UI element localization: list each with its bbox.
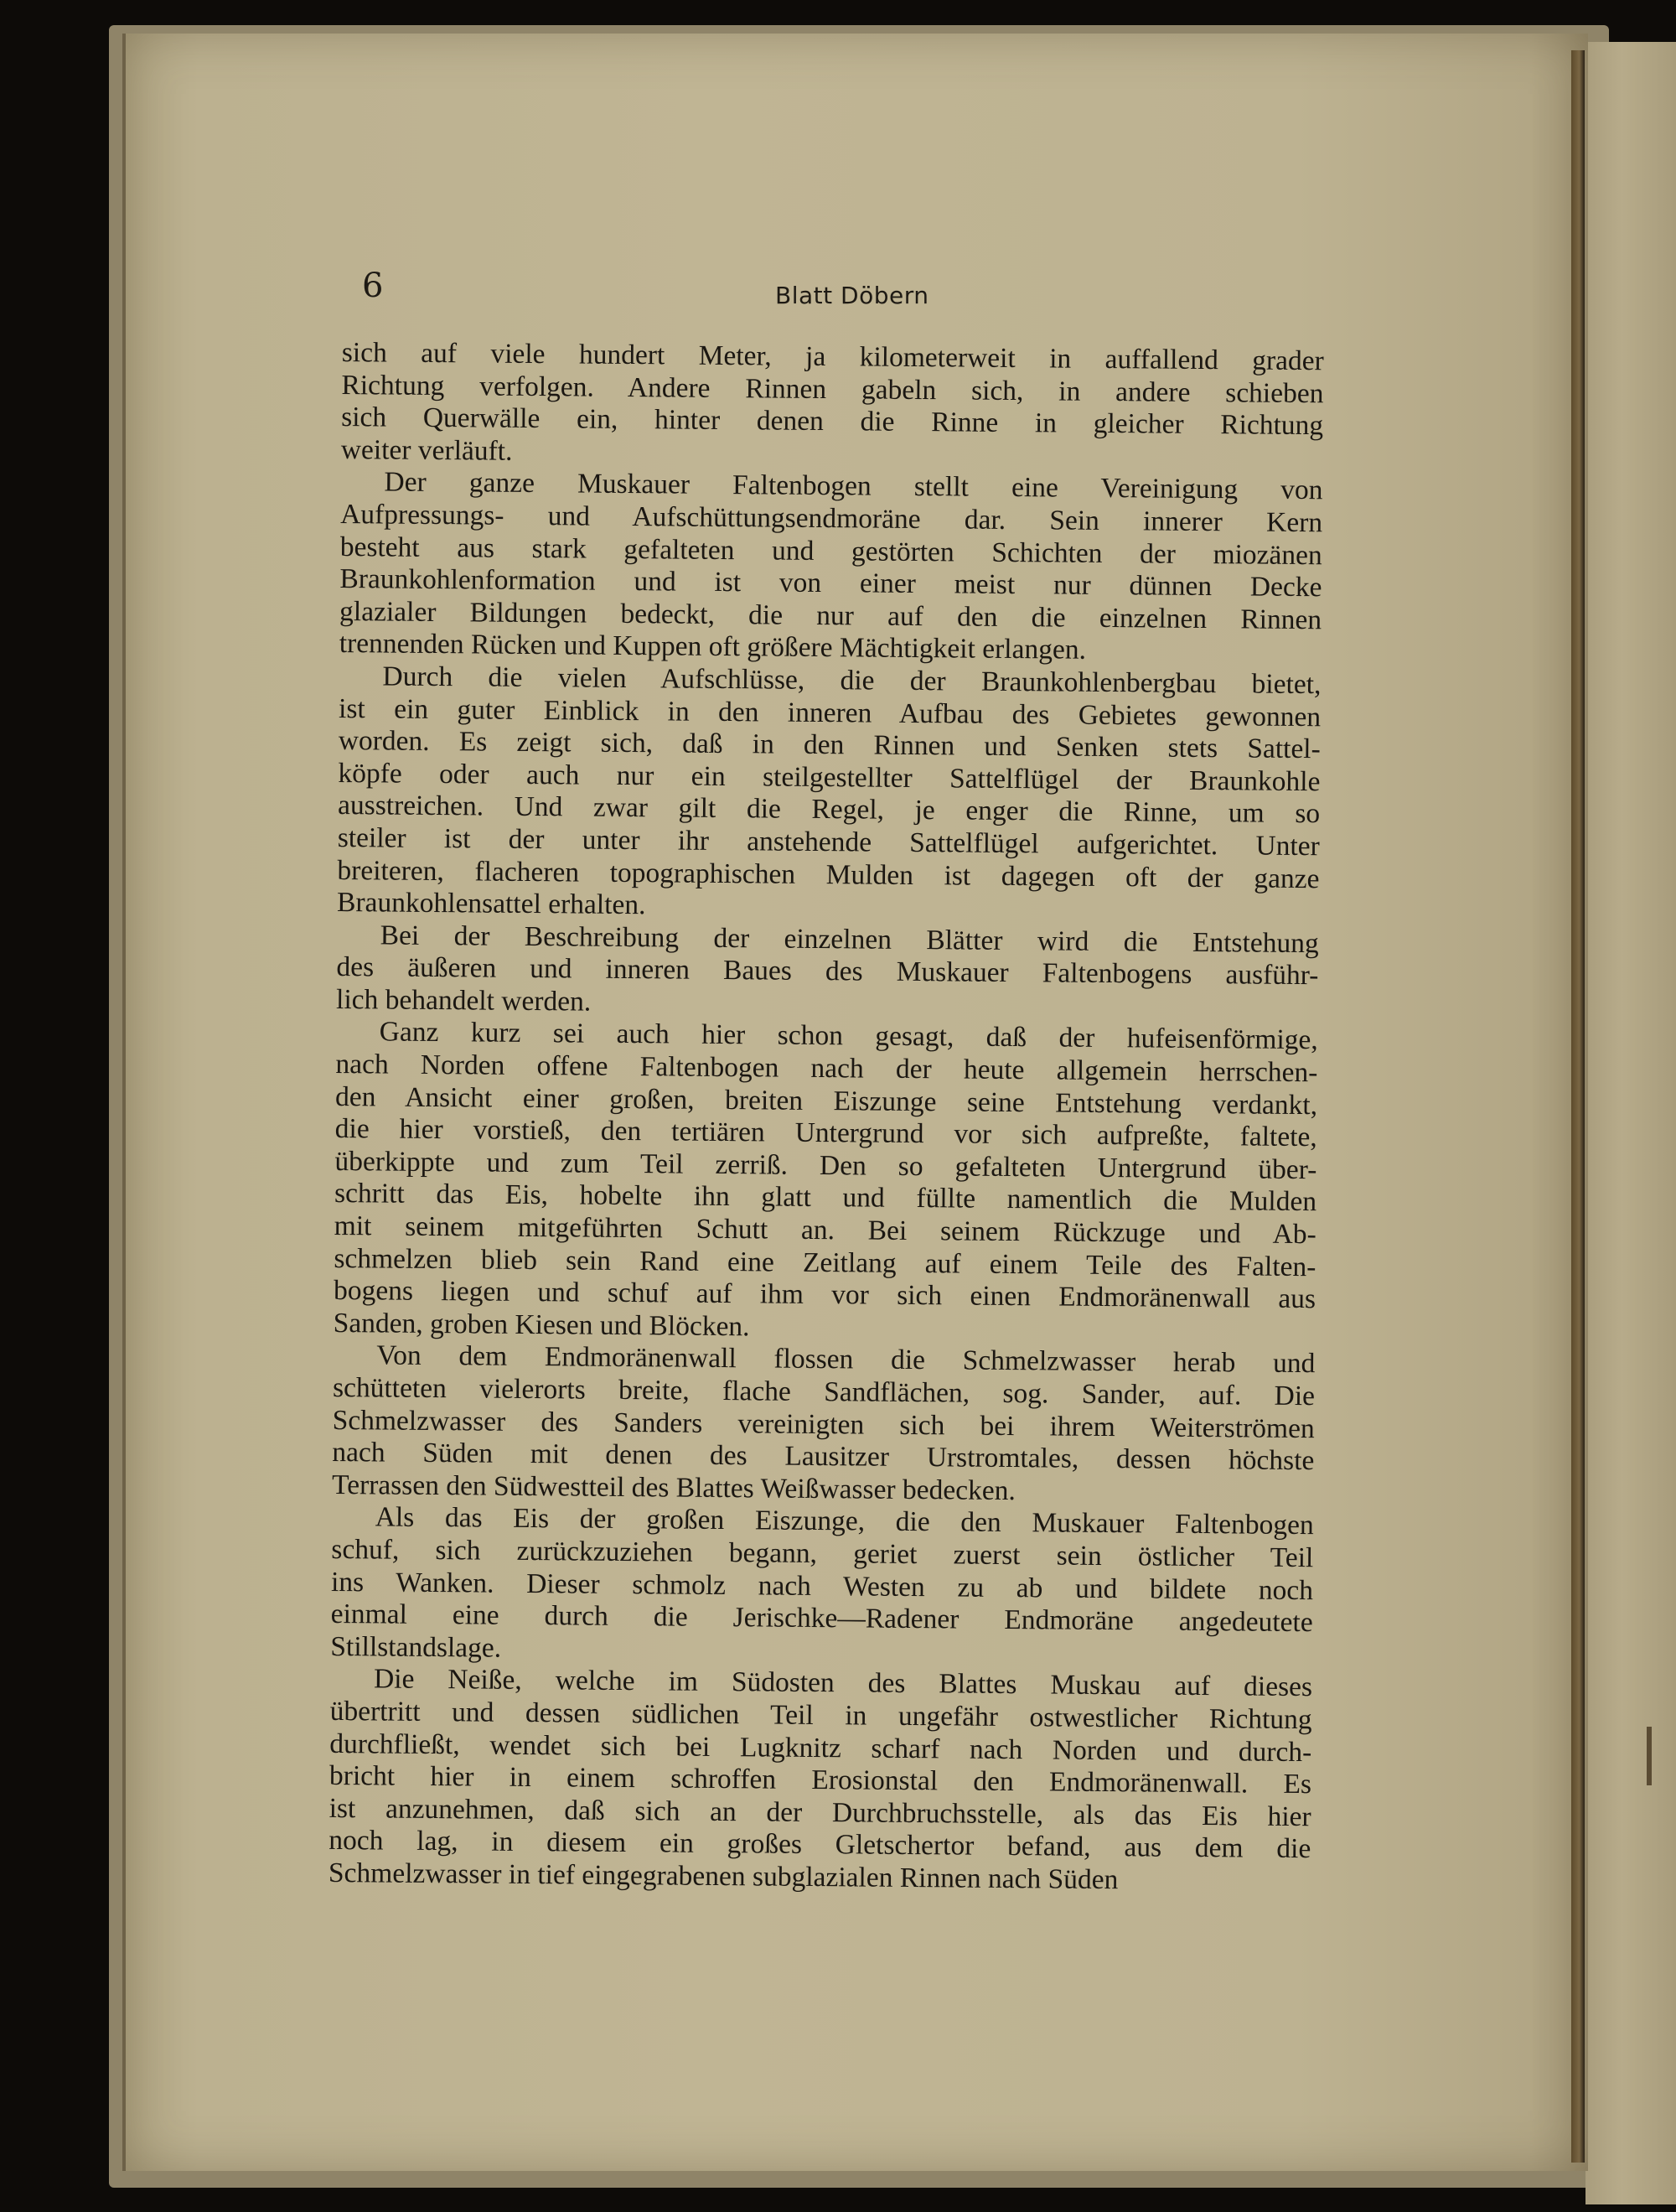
text-line: ist anzunehmen, daß sich an der Durchbruchsstelle, als das Eis hier [328,1792,1311,1832]
text-line: ausstreichen. Und zwar gilt die Regel, je enger die Rinne, um so [337,790,1321,830]
text-line: trennenden Rücken und Kuppen oft größere Mächtigkeit erlangen. [339,628,1087,666]
text-line: Stillstandslage. [330,1630,502,1664]
text-line: lich behandelt werden. [335,983,592,1018]
text-line: den Ansicht einer großen, breiten Eiszunge seine Entstehung verdankt, [334,1080,1318,1121]
facing-page-mark [1647,1727,1652,1785]
text-line: Aufpressungs- und Aufschüttungsendmoräne dar. Sein innerer Kern [339,498,1323,539]
text-line: Von dem Endmoränenwall flossen die Schmelzwasser herab und [376,1339,1316,1380]
paragraph [339,466,1323,669]
text-line: köpfe oder auch nur ein steilgestellter Sattelflügel der Braunkohle [338,757,1321,797]
text-line: Ganz kurz sei auch hier schon gesagt, daß der hufeisenförmige, [379,1016,1318,1056]
text-line: durchfließt, wendet sich bei Lugknitz scharf nach Norden und durch- [329,1728,1312,1768]
text-line: bogens liegen und schuf auf ihm vor sich einen Endmoränenwall aus [333,1275,1316,1315]
text-line: nach Norden offene Faltenbogen nach der heute allgemein herrschen- [335,1049,1318,1089]
text-line: sich auf viele hundert Meter, ja kilometerweit in auffallend grader [341,337,1324,377]
text-line: ins Wanken. Dieser schmolz nach Westen zu ab und bildete noch [330,1566,1314,1606]
paragraph [328,1663,1312,1898]
text-line: weiter verläuft. [340,433,513,467]
text-line: sich Querwälle ein, hinter denen die Rinne in gleicher Richtung [341,401,1324,442]
text-line: Terrassen den Südwestteil des Blattes Weißwasser bedecken. [331,1469,1016,1506]
text-line: bricht hier in einem schroffen Erosionstal den Endmoränenwall. Es [328,1760,1312,1800]
text-line: Braunkohlensattel erhalten. [336,887,646,921]
text-line: Die Neiße, welche im Südosten des Blattes Muskau auf dieses [373,1663,1313,1703]
text-line: Bei der Beschreibung der einzelnen Blätter wird die Entstehung [380,920,1319,959]
body-text [328,337,1324,1899]
text-line: Durch die vielen Aufschlüsse, die der Braunkohlenbergbau bietet, [382,660,1322,701]
text-line: nach Süden mit denen des Lausitzer Urstromtales, dessen höchste [332,1437,1315,1477]
paragraph [330,1501,1314,1671]
paragraph [334,1016,1318,1348]
text-line: glazialer Bildungen bedeckt, die nur auf den die einzelnen Rinnen [339,595,1322,635]
text-line: des äußeren und inneren Baues des Muskauer Faltenbogens ausführ- [336,951,1319,992]
text-line: worden. Es zeigt sich, daß in den Rinnen und Senken stets Sattel- [338,725,1321,765]
text-line: schütteten vielerorts breite, flache Sandflächen, sog. Sander, auf. Die [332,1371,1316,1412]
text-line: die hier vorstieß, den tertiären Untergrund vor sich aufpreßte, faltete, [334,1113,1317,1153]
paragraph [336,920,1319,1025]
text-line: breiteren, flacheren topographischen Mulden ist dagegen oft der ganze [337,854,1320,894]
spine-shadow [122,34,126,2171]
paragraph [337,660,1322,928]
text-line: übertritt und dessen südlichen Teil in ungefähr ostwestlicher Richtung [329,1695,1312,1736]
text-line: Als das Eis der großen Eiszunge, die den Muskauer Faltenbogen [375,1501,1314,1541]
page-number: 6 [362,267,384,305]
text-line: Richtung verfolgen. Andere Rinnen gabeln sich, in andere schieben [341,369,1324,409]
text-line: überkippte und zum Teil zerriß. Den so gefalteten Untergrund über- [334,1145,1317,1186]
running-title: Blatt Döbern [775,282,929,309]
text-line: besteht aus stark gefalteten und gestörten Schichten der miozänen [339,531,1322,571]
paragraph [341,337,1324,475]
text-line: Schmelzwasser des Sanders vereinigten sich bei ihrem Weiterströmen [332,1404,1315,1444]
text-line: noch lag, in diesem ein großes Gletschertor befand, aus dem die [328,1825,1311,1865]
text-line: Braunkohlenformation und ist von einer meist nur dünnen Decke [339,563,1322,604]
paragraph [332,1339,1316,1510]
text-line: ist ein guter Einblick in den inneren Aufbau des Gebietes gewonnen [338,692,1322,733]
text-line: einmal eine durch die Jerischke—Radener Endmoräne angedeutete [330,1598,1313,1639]
text-line: mit seinem mitgeführten Schutt an. Bei seinem Rückzuge und Ab- [334,1210,1316,1251]
text-line: Schmelzwasser in tief eingegrabenen subglazialen Rinnen nach Süden [328,1857,1119,1896]
text-line: schuf, sich zurückzuziehen begann, geriet zuerst sein östlicher Teil [331,1533,1314,1574]
text-line: schmelzen blieb sein Rand eine Zeitlang auf einem Teile des Falten- [334,1242,1316,1282]
page-edge-shadow [1571,50,1585,2163]
text-line: steiler ist der unter ihr anstehende Sattelflügel aufgerichtet. Unter [337,821,1320,863]
text-line: Der ganze Muskauer Faltenbogen stellt eine Vereinigung von [384,466,1323,506]
facing-page-edge [1585,42,1676,2204]
text-line: Sanden, groben Kiesen und Blöcken. [333,1307,750,1343]
text-line: schritt das Eis, hobelte ihn glatt und füllte namentlich die Mulden [334,1178,1317,1218]
